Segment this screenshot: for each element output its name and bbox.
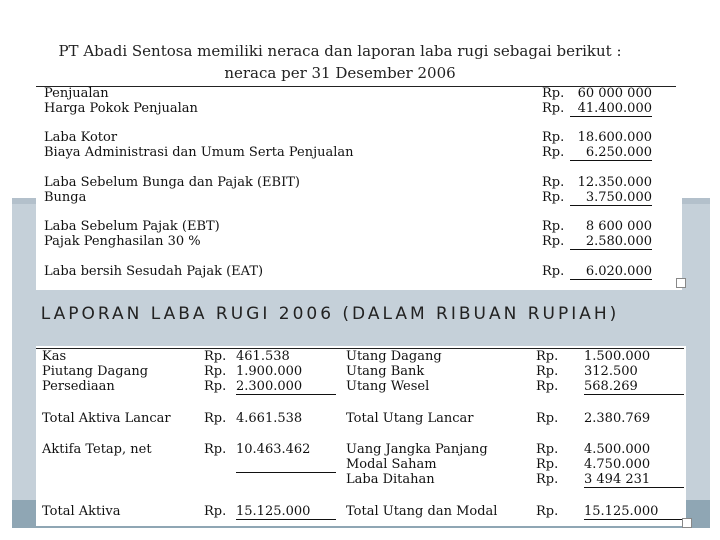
currency: Rp. xyxy=(542,264,565,279)
currency: Rp. xyxy=(536,457,559,472)
title-line-2: neraca per 31 Desember 2006 xyxy=(224,64,456,82)
balance-row xyxy=(36,411,686,427)
currency: Rp. xyxy=(204,364,227,379)
currency: Rp. xyxy=(204,504,227,519)
liability-label: Uang Jangka Panjang xyxy=(346,442,488,457)
income-label: Penjualan xyxy=(44,86,109,101)
income-label: Biaya Administrasi dan Umum Serta Penjualan xyxy=(44,145,354,160)
income-value: 8 600 000 xyxy=(585,219,652,234)
section-heading: LAPORAN LABA RUGI 2006 (DALAM RIBUAN RUPIAH) xyxy=(40,304,620,324)
liability-value: 4.750.000 xyxy=(584,457,651,472)
title-line-1: PT Abadi Sentosa memiliki neraca dan laporan laba rugi sebagai berikut : xyxy=(58,42,622,60)
currency: Rp. xyxy=(536,364,559,379)
balance-row xyxy=(36,457,686,473)
currency: Rp. xyxy=(204,442,227,457)
income-value: 41.400.000 xyxy=(570,101,652,117)
asset-value: 461.538 xyxy=(236,349,290,364)
income-value: 60 000 000 xyxy=(577,86,652,101)
liability-value: 1.500.000 xyxy=(584,349,651,364)
income-label: Laba bersih Sesudah Pajak (EAT) xyxy=(44,264,264,279)
income-label: Pajak Penghasilan 30 % xyxy=(44,234,201,249)
income-row xyxy=(36,264,682,280)
balance-row xyxy=(36,364,686,380)
resize-handle xyxy=(676,278,686,288)
asset-value xyxy=(236,472,336,473)
income-label: Laba Sebelum Pajak (EBT) xyxy=(44,219,220,234)
currency: Rp. xyxy=(542,190,565,205)
currency: Rp. xyxy=(204,379,227,394)
income-row xyxy=(36,145,682,161)
asset-label: Persediaan xyxy=(42,379,115,394)
currency: Rp. xyxy=(536,349,559,364)
income-row xyxy=(36,101,682,117)
liability-label: Laba Ditahan xyxy=(346,472,435,487)
currency: Rp. xyxy=(542,86,565,101)
asset-label: Piutang Dagang xyxy=(42,364,149,379)
balance-row xyxy=(36,379,686,395)
currency: Rp. xyxy=(536,472,559,487)
asset-value: 10.463.462 xyxy=(236,442,311,457)
liability-value: 15.125.000 xyxy=(584,504,684,520)
income-row xyxy=(36,219,682,235)
resize-handle xyxy=(682,518,692,528)
currency: Rp. xyxy=(542,219,565,234)
asset-value: 1.900.000 xyxy=(236,364,303,379)
liability-label: Utang Dagang xyxy=(346,349,442,364)
liability-value: 3 494 231 xyxy=(584,472,684,488)
balance-sheet-panel xyxy=(36,346,686,526)
income-value: 2.580.000 xyxy=(570,234,652,250)
income-row xyxy=(36,175,682,191)
slide-title xyxy=(20,40,660,84)
income-value: 6.020.000 xyxy=(570,264,652,280)
income-row xyxy=(36,86,682,102)
currency: Rp. xyxy=(542,175,565,190)
asset-label: Kas xyxy=(42,349,67,364)
currency: Rp. xyxy=(536,379,559,394)
currency: Rp. xyxy=(204,349,227,364)
income-label: Bunga xyxy=(44,190,87,205)
income-statement-panel xyxy=(36,82,682,290)
liability-value: 4.500.000 xyxy=(584,442,651,457)
asset-label: Total Aktiva Lancar xyxy=(42,411,171,426)
liability-label: Utang Wesel xyxy=(346,379,430,394)
asset-label: Aktifa Tetap, net xyxy=(42,442,152,457)
asset-value: 15.125.000 xyxy=(236,504,336,520)
income-row xyxy=(36,234,682,250)
asset-label: Total Aktiva xyxy=(42,504,121,519)
currency: Rp. xyxy=(536,442,559,457)
balance-row xyxy=(36,472,686,488)
income-label: Laba Sebelum Bunga dan Pajak (EBIT) xyxy=(44,175,300,190)
income-row xyxy=(36,190,682,206)
income-label: Laba Kotor xyxy=(44,130,118,145)
balance-row xyxy=(36,349,686,365)
balance-row xyxy=(36,442,686,458)
currency: Rp. xyxy=(536,411,559,426)
liability-value: 312.500 xyxy=(584,364,638,379)
income-value: 12.350.000 xyxy=(577,175,652,190)
income-row xyxy=(36,130,682,146)
liability-label: Modal Saham xyxy=(346,457,437,472)
income-label: Harga Pokok Penjualan xyxy=(44,101,198,116)
asset-value: 2.300.000 xyxy=(236,379,336,395)
income-value: 3.750.000 xyxy=(570,190,652,206)
currency: Rp. xyxy=(204,411,227,426)
asset-value: 4.661.538 xyxy=(236,411,303,426)
currency: Rp. xyxy=(542,234,565,249)
liability-value: 2.380.769 xyxy=(584,411,651,426)
currency: Rp. xyxy=(542,130,565,145)
income-value: 18.600.000 xyxy=(577,130,652,145)
income-value: 6.250.000 xyxy=(570,145,652,161)
liability-label: Total Utang Lancar xyxy=(346,411,474,426)
currency: Rp. xyxy=(542,145,565,160)
liability-label: Utang Bank xyxy=(346,364,425,379)
currency: Rp. xyxy=(536,504,559,519)
balance-row xyxy=(36,504,686,520)
liability-label: Total Utang dan Modal xyxy=(346,504,498,519)
liability-value: 568.269 xyxy=(584,379,684,395)
currency: Rp. xyxy=(542,101,565,116)
